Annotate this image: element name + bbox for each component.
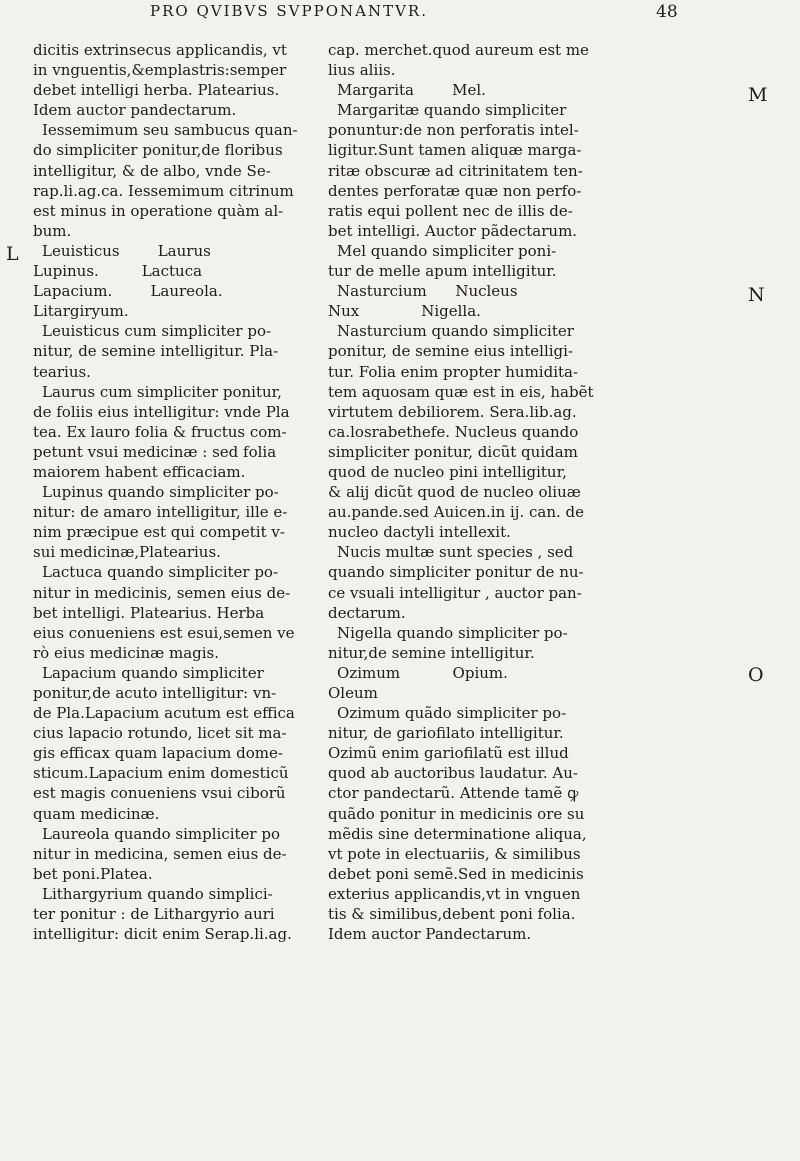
right-column: [328, 40, 628, 944]
text-line: nitur, de semine intelligitur. Pla-: [33, 342, 279, 361]
text-line: dicitis extrinsecus applicandis, vt: [33, 41, 287, 59]
text-line: ligitur.Sunt tamen aliquæ marga-: [328, 141, 582, 160]
lemma-list-line: Litargiryum.: [33, 302, 129, 321]
text-line: quãdo ponitur in medicinis ore su: [328, 804, 585, 823]
text-line: quam medicinæ.: [33, 804, 160, 823]
text-line: quando simpliciter ponitur de nu-: [328, 563, 584, 582]
left-column: [33, 40, 318, 944]
text-line: Laureola quando simpliciter po: [42, 824, 281, 843]
text-line: virtutem debiliorem. Sera.lib.ag.: [328, 402, 577, 421]
text-line: ritæ obscuræ ad citrinitatem ten-: [328, 161, 583, 180]
running-title: PRO QVIBVS SVPPONANTVR.: [150, 2, 428, 20]
text-line: vt pote in electuariis, & similibus: [328, 844, 581, 863]
text-line: quod ab auctoribus laudatur. Au-: [328, 764, 578, 783]
text-line: tem aquosam quæ est in eis, habẽt: [328, 382, 594, 401]
text-line: sticum.Lapacium enim domesticũ: [33, 764, 289, 783]
text-line: ponuntur:de non perforatis intel-: [328, 121, 579, 140]
text-line: cius lapacio rotundo, licet sit ma-: [33, 724, 287, 743]
text-line: maiorem habent efficaciam.: [33, 462, 246, 481]
text-line: petunt vsui medicinæ : sed folia: [33, 442, 277, 461]
text-line: Margaritæ quando simpliciter: [337, 101, 567, 120]
text-line: ponitur,de acuto intelligitur: vn-: [33, 684, 277, 702]
lemma-list-line: Ozimum Opium.: [337, 663, 508, 682]
text-line: dentes perforatæ quæ non perfo-: [328, 181, 582, 200]
lemma-list-line: Lapacium. Laureola.: [33, 282, 223, 301]
margin-letter-l: L: [6, 243, 19, 265]
text-line: nitur: de amaro intelligitur, ille e-: [33, 503, 288, 522]
text-line: de Pla.Lapacium acutum est effica: [33, 704, 295, 723]
text-line: Idem auctor pandectarum.: [33, 101, 237, 120]
text-line: Ozimum quãdo simpliciter po-: [337, 704, 567, 723]
text-line: nitur in medicina, semen eius de-: [33, 844, 287, 863]
text-line: tur de melle apum intelligitur.: [328, 262, 557, 281]
text-line: ca.losrabethefe. Nucleus quando: [328, 422, 579, 441]
text-line: cap. merchet.quod aureum est me: [328, 41, 589, 59]
text-line: do simpliciter ponitur,de floribus: [33, 141, 283, 160]
text-line: bet intelligi. Platearius. Herba: [33, 603, 265, 622]
text-line: tur. Folia enim propter humidita-: [328, 362, 579, 381]
text-line: ratis equi pollent nec de illis de-: [328, 201, 573, 220]
text-line: tearius.: [33, 362, 91, 381]
text-line: nitur, de gariofilato intelligitur.: [328, 724, 564, 743]
text-line: ce vsuali intelligitur , auctor pan-: [328, 583, 582, 602]
text-line: nitur,de semine intelligitur.: [328, 643, 535, 662]
text-line: est minus in operatione quàm al-: [33, 201, 284, 220]
text-line: au.pande.sed Auicen.in ij. can. de: [328, 503, 584, 522]
text-line: nitur in medicinis, semen eius de-: [33, 583, 291, 602]
text-line: dectarum.: [328, 603, 406, 622]
text-line: rap.li.ag.ca. Iessemimum citrinum: [33, 181, 294, 200]
text-line: de foliis eius intelligitur: vnde Pla: [33, 402, 290, 421]
text-line: intelligitur, & de albo, vnde Se-: [33, 161, 271, 180]
text-line: sui medicinæ,Platearius.: [33, 543, 221, 562]
text-line: debet poni semẽ.Sed in medicinis: [328, 864, 584, 883]
text-line: mẽdis sine determinatione aliqua,: [328, 824, 587, 843]
text-line: ponitur, de semine eius intelligi-: [328, 342, 574, 361]
lemma-list-line: Leuisticus Laurus: [42, 241, 211, 260]
lemma-list-line: Nux Nigella.: [328, 302, 481, 321]
text-line: bet intelligi. Auctor pãdectarum.: [328, 221, 578, 240]
text-line: in vnguentis,&emplastris:semper: [33, 61, 287, 80]
text-line: Lithargyrium quando simplici-: [42, 884, 273, 903]
lemma-list-line: Nasturcium Nucleus: [337, 282, 518, 301]
text-line: intelligitur: dicit enim Serap.li.ag.: [33, 925, 292, 944]
text-line: Lapacium quando simpliciter: [42, 663, 264, 682]
text-line: exterius applicandis,vt in vnguen: [328, 884, 581, 903]
text-line: tis & similibus,debent poni folia.: [328, 905, 576, 924]
text-line: ter ponitur : de Lithargyrio auri: [33, 905, 275, 924]
text-line: simpliciter ponitur, dicũt quidam: [328, 442, 578, 461]
text-line: Mel quando simpliciter poni-: [337, 241, 557, 260]
text-line: Lactuca quando simpliciter po-: [42, 563, 279, 582]
text-line: bet poni.Platea.: [33, 864, 153, 883]
text-line: Ozimũ enim gariofilatũ est illud: [328, 744, 569, 763]
text-line: lius aliis.: [328, 61, 396, 80]
text-line: nim præcipue est qui competit v-: [33, 523, 285, 542]
text-line: Iessemimum seu sambucus quan-: [42, 121, 298, 140]
text-line: Nigella quando simpliciter po-: [337, 623, 568, 642]
text-line: Idem auctor Pandectarum.: [328, 925, 532, 944]
margin-letter-o: O: [748, 664, 764, 686]
text-line: eius conueniens est esui,semen ve: [33, 623, 295, 642]
text-line: Nucis multæ sunt species , sed: [337, 543, 574, 562]
text-line: & alij dicũt quod de nucleo oliuæ: [328, 483, 581, 502]
text-line: quod de nucleo pini intelligitur,: [328, 462, 567, 481]
text-line: Leuisticus cum simpliciter po-: [42, 322, 272, 341]
page-number: 48: [656, 2, 678, 22]
text-line: Nasturcium quando simpliciter: [337, 322, 574, 341]
lemma-list-line: Oleum: [328, 684, 378, 702]
text-line: Laurus cum simpliciter ponitur,: [42, 382, 282, 401]
lemma-list-line: Lupinus. Lactuca: [33, 262, 203, 281]
text-line: est magis conueniens vsui ciborũ: [33, 784, 286, 803]
text-line: debet intelligi herba. Platearius.: [33, 81, 280, 100]
text-line: rò eius medicinæ magis.: [33, 643, 220, 662]
text-line: bum.: [33, 221, 72, 240]
text-line: ctor pandectarũ. Attende tamẽ ꝙ: [328, 784, 579, 803]
page-header: [0, 2, 800, 28]
lemma-list-line: Margarita Mel.: [337, 81, 486, 100]
margin-letter-m: M: [748, 84, 768, 106]
text-line: nucleo dactyli intellexit.: [328, 523, 511, 542]
text-line: tea. Ex lauro folia & fructus com-: [33, 422, 287, 441]
text-line: gis efficax quam lapacium dome-: [33, 744, 283, 763]
margin-letter-n: N: [748, 284, 765, 306]
text-line: Lupinus quando simpliciter po-: [42, 483, 279, 502]
